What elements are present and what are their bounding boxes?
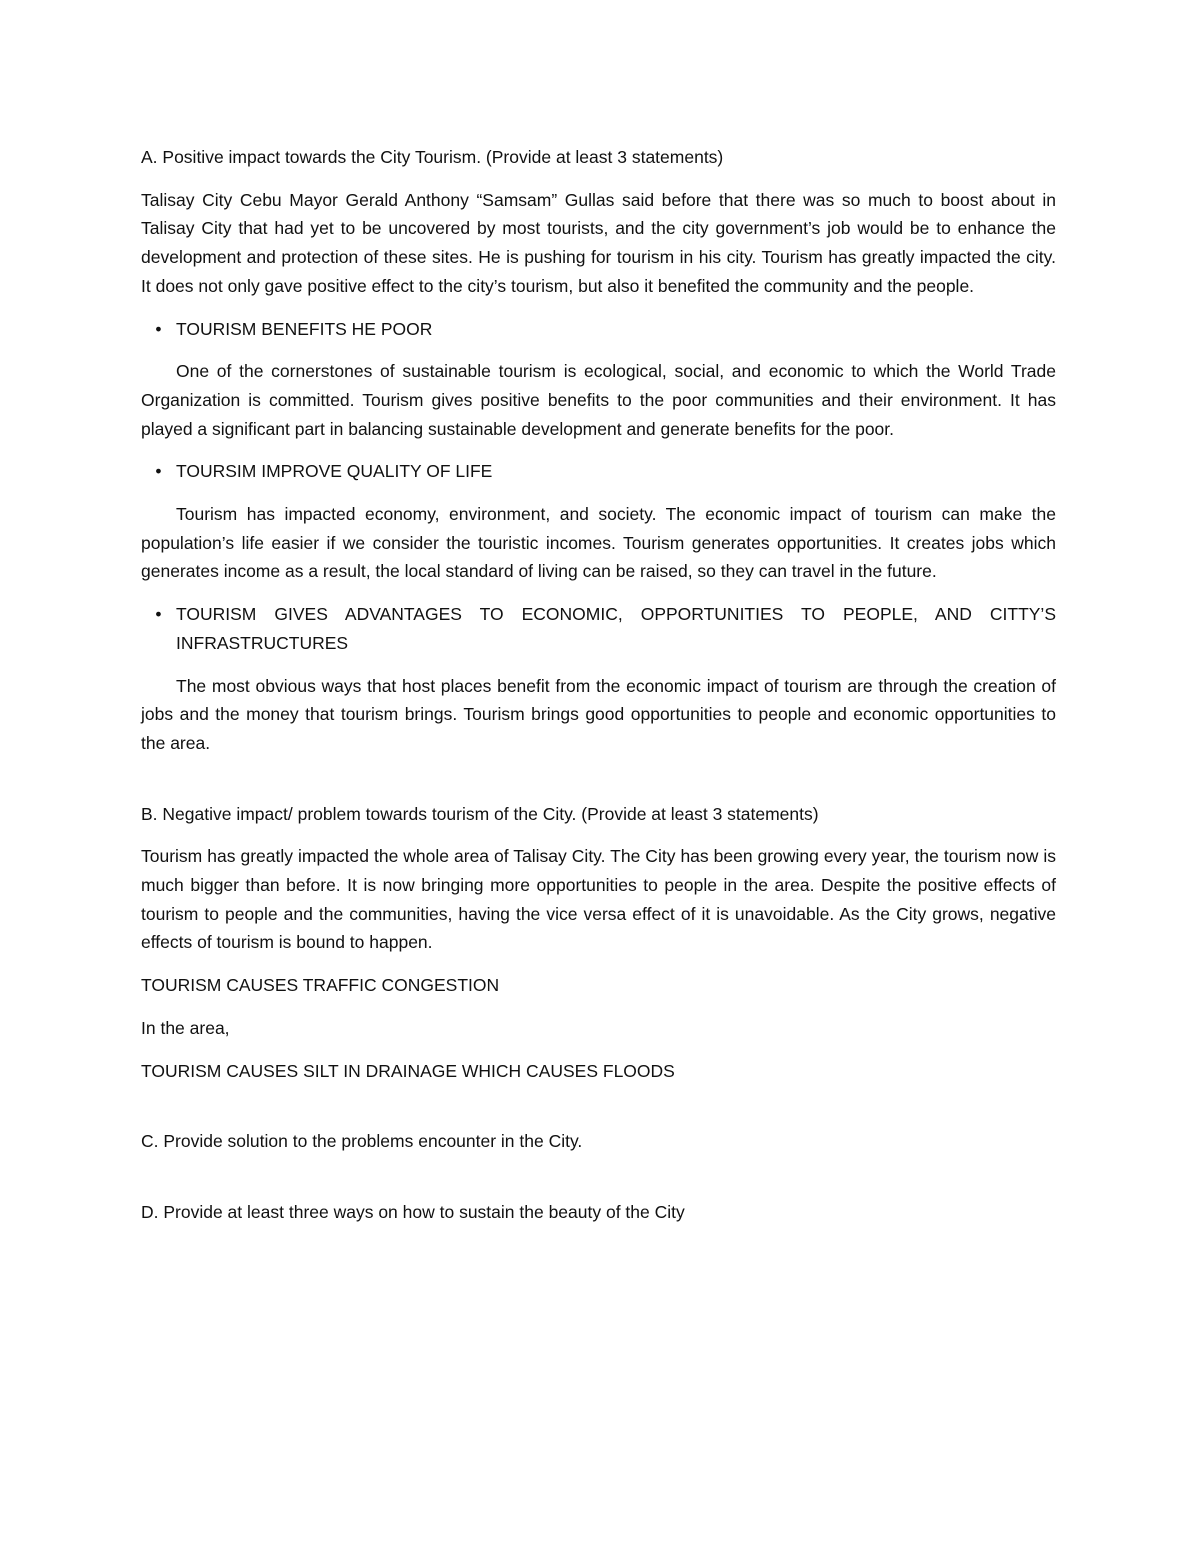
bullet-icon: • (155, 461, 162, 482)
section-b-item-body: In the area, (141, 1017, 230, 1038)
section-d-heading: D. Provide at least three ways on how to sustain the beauty of the City (141, 1201, 685, 1222)
section-b-item-title: TOURISM CAUSES TRAFFIC CONGESTION (141, 975, 500, 996)
document-page (141, 143, 1056, 1241)
bullet-item (141, 600, 1056, 657)
bullet-body: The most obvious ways that host places benefit from the economic impact of tourism are through the creation of jobs and the money that tourism brings. Tourism brings good opportunities to people and economic opportunities to the area. (141, 675, 1056, 753)
section-b-item-title: TOURISM CAUSES SILT IN DRAINAGE WHICH CAUSES FLOODS (141, 1060, 675, 1081)
section-c-heading: C. Provide solution to the problems encounter in the City. (141, 1131, 583, 1152)
bullet-item (141, 457, 1056, 486)
bullet-title: TOURISM BENEFITS HE POOR (176, 318, 433, 339)
bullet-title: TOURSIM IMPROVE QUALITY OF LIFE (176, 461, 493, 482)
section-b-intro: Tourism has greatly impacted the whole area of Talisay City. The City has been growing every year, the tourism now is much bigger than before. It is now bringing more opportunities to people in the area. Despite the positive effects of tourism to people and the communities, having the vice versa effect of it is unavoidable. As the City grows, negative effects of tourism is bound to happen. (141, 846, 1056, 953)
bullet-title: TOURISM GIVES ADVANTAGES TO ECONOMIC, OPPORTUNITIES TO PEOPLE, AND CITTY’S INFRASTRUCTURES (176, 604, 1056, 653)
bullet-body: One of the cornerstones of sustainable tourism is ecological, social, and economic to which the World Trade Organization is committed. Tourism gives positive benefits to the poor communities and their environment. It has played a significant part in balancing sustainable development and generate benefits for the poor. (141, 361, 1056, 439)
bullet-icon: • (155, 604, 162, 625)
section-a-heading: A. Positive impact towards the City Tourism. (Provide at least 3 statements) (141, 147, 724, 167)
section-b-heading: B. Negative impact/ problem towards tourism of the City. (Provide at least 3 statements) (141, 803, 819, 824)
bullet-body: Tourism has impacted economy, environment, and society. The economic impact of tourism can make the population’s life easier if we consider the touristic incomes. Tourism generates opportunities. It creates jobs which generates income as a result, the local standard of living can be raised, so they can travel in the future. (141, 504, 1056, 582)
bullet-icon: • (155, 318, 162, 339)
section-a-intro: Talisay City Cebu Mayor Gerald Anthony “Samsam” Gullas said before that there was so much to boost about in Talisay City that had yet to be uncovered by most tourists, and the city government’s job would be to enhance the development and protection of these sites. He is pushing for tourism in his city. Tourism has greatly impacted the city. It does not only gave positive effect to the city’s tourism, but also it benefited the community and the people. (141, 189, 1056, 296)
bullet-item (141, 315, 1056, 344)
